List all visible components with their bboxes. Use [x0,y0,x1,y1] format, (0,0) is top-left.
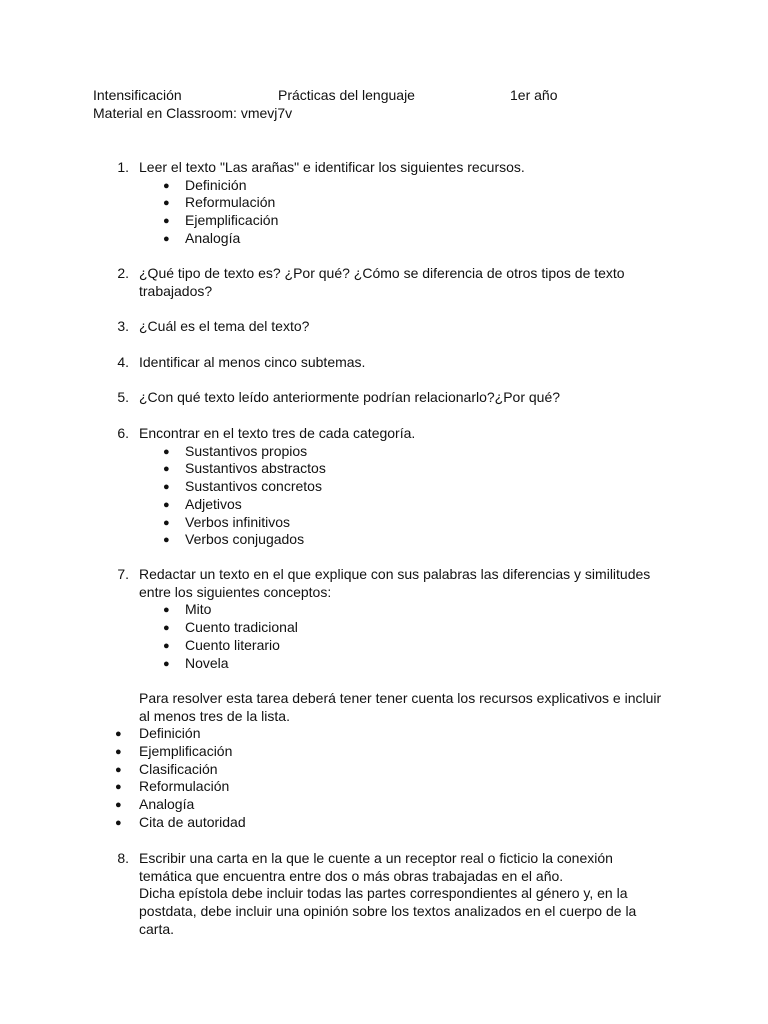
task-text-line: ¿Con qué texto leído anteriormente podrían relacionarlo?¿Por qué? [139,389,561,405]
bullet-dot-icon: ● [115,728,122,741]
bullet-dot-icon: ● [163,622,170,635]
bullet-dot-icon: ● [163,179,170,192]
task-bullet-item: Ejemplificación [185,212,279,229]
resource-bullet-item: Clasificación [139,760,218,777]
header-classroom-code: Material en Classroom: vmevj7v [93,105,293,121]
resource-bullet-item: Ejemplificación [139,743,233,759]
task-number: 1. [117,159,129,175]
task-bullet-item: Sustantivos abstractos [185,460,326,477]
task-bullet-item: Adjetivos [185,495,242,512]
task-text-line: entre los siguientes conceptos: [139,583,332,600]
header-subject-group: Intensificación [93,87,182,103]
task-text-line: Dicha epístola debe incluir todas las partes correspondientes al género y, en la [139,885,628,902]
task-text-line: carta. [139,920,175,937]
task-text-line: Leer el texto "Las arañas" e identificar los siguientes recursos. [139,159,525,175]
bullet-dot-icon: ● [163,445,170,458]
bullet-dot-icon: ● [115,799,122,812]
task-number: 2. [117,265,129,281]
bullet-dot-icon: ● [163,481,170,494]
task-number: 3. [117,318,129,334]
task-bullet-item: Analogía [185,229,241,246]
task-bullet-item: Verbos infinitivos [185,513,291,530]
task-text-line: Encontrar en el texto tres de cada categoría. [139,425,416,441]
task-text-line: trabajados? [139,282,213,299]
task-number: 8. [117,850,129,866]
bullet-dot-icon: ● [163,639,170,652]
bullet-dot-icon: ● [163,657,170,670]
task-bullet-item: Sustantivos propios [185,442,308,459]
bullet-dot-icon: ● [115,763,122,776]
task-text-line: Escribir una carta en la que le cuente a un receptor real o ficticio la conexión [139,850,613,866]
task-text-line: ¿Qué tipo de texto es? ¿Por qué? ¿Cómo se diferencia de otros tipos de texto [139,265,625,281]
bullet-dot-icon: ● [163,498,170,511]
bullet-dot-icon: ● [115,781,122,794]
task-bullet-item: Verbos conjugados [185,531,305,548]
bullet-dot-icon: ● [163,463,170,476]
task-number: 6. [117,425,129,441]
resource-bullet-item: Cita de autoridad [139,813,246,830]
task-number: 4. [117,354,129,370]
bullet-dot-icon: ● [163,604,170,617]
task-bullet-item: Sustantivos concretos [185,478,322,495]
bullet-dot-icon: ● [163,534,170,547]
bullet-dot-icon: ● [163,215,170,228]
task-text-line: ¿Cuál es el tema del texto? [139,318,310,334]
task-text-line: Redactar un texto en el que explique con sus palabras las diferencias y similitudes [139,566,651,582]
resource-bullet-item: Analogía [139,796,195,813]
task-text-line: temática que encuentra entre dos o más obras trabajadas en el año. [139,867,564,884]
header-year: 1er año [510,87,558,103]
task-bullet-item: Cuento literario [185,636,280,653]
resource-bullet-item: Reformulación [139,778,230,795]
task-number: 7. [117,566,129,582]
bullet-dot-icon: ● [163,197,170,210]
bullet-dot-icon: ● [115,746,122,758]
task-note-line: Para resolver esta tarea deberá tener tener cuenta los recursos explicativos e incluir [139,689,662,706]
bullet-dot-icon: ● [163,232,170,245]
header-subject: Prácticas del lenguaje [278,87,415,103]
task-text-line: postdata, debe incluir una opinión sobre los textos analizados en el cuerpo de la [139,903,637,920]
bullet-dot-icon: ● [115,816,122,829]
task-bullet-item: Reformulación [185,194,276,211]
bullet-dot-icon: ● [163,516,170,529]
task-bullet-item: Definición [185,176,247,193]
task-note-line: al menos tres de la lista. [139,707,290,724]
task-bullet-item: Mito [185,601,212,618]
task-bullet-item: Novela [185,654,229,671]
task-bullet-item: Cuento tradicional [185,619,298,636]
resource-bullet-item: Definición [139,725,201,742]
task-number: 5. [117,389,129,405]
task-text-line: Identificar al menos cinco subtemas. [139,354,366,370]
